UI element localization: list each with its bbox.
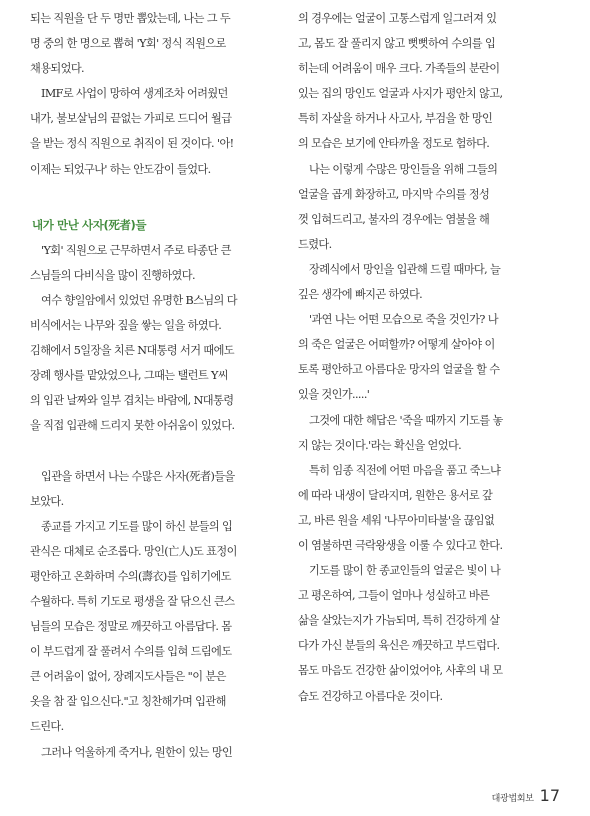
text-line: 'Y회' 직원으로 근무하면서 주로 타종단 큰: [41, 243, 231, 257]
text-line: 히는데 어려움이 매우 크다. 가족들의 분란이: [298, 62, 500, 76]
text-line: IMF로 사업이 망하여 생계조차 어려웠던: [41, 87, 228, 101]
paragraph-suffering: [298, 6, 554, 157]
text-line: 옷을 참 잘 입으신다."고 칭찬해가며 입관해: [30, 695, 226, 709]
text-line: 장례식에서 망인을 입관해 드릴 때마다, 늘: [309, 262, 501, 276]
text-line: 여수 향일암에서 있었던 유명한 B스님의 다: [41, 293, 237, 307]
text-line: 김해에서 5일장을 치른 N대통령 서거 때에도: [30, 344, 235, 358]
text-line: 특히 임종 직전에 어떤 마음을 품고 죽느냐: [309, 463, 501, 477]
right-column: [298, 6, 554, 709]
text-line: 얼굴을 곱게 화장하고, 마지막 수의를 정성: [298, 187, 490, 201]
text-line: 특히 자살을 하거나 사고사, 부검을 한 망인: [298, 112, 493, 126]
paragraph-however: [30, 740, 274, 765]
paragraph-yeosu: [30, 288, 274, 439]
text-line: 있는 집의 망인도 얼굴과 사지가 평안치 않고,: [298, 87, 503, 101]
section-gap: [30, 182, 274, 207]
paragraph-imf: [30, 81, 274, 181]
paragraph-answer: [298, 408, 554, 458]
text-line: 그러나 억울하게 죽거나, 원한이 있는 망인: [41, 745, 233, 759]
text-line: 명 중의 한 명으로 뽑혀 'Y회' 정식 직원으로: [30, 37, 226, 51]
paragraph-conclusion: [298, 558, 554, 709]
text-line: 이 염불하면 극락왕생을 이룰 수 있다고 한다.: [298, 538, 503, 552]
text-line: 이 부드럽게 잘 풀려서 수의를 입혀 드림에도: [30, 645, 232, 659]
text-line: 의 입관 날짜와 일부 겹치는 바람에, N대통령: [30, 394, 234, 408]
text-line: 비식에서는 나무와 짚을 쌓는 일을 하였다.: [30, 319, 222, 333]
text-line: 드렸다.: [298, 237, 332, 251]
text-line: 되는 직원을 단 두 명만 뽑았는데, 나는 그 두: [30, 12, 231, 25]
text-line: 몸도 마음도 건강한 삶이었어야, 사후의 내 모: [298, 664, 503, 678]
text-line: 토록 평안하고 아름다운 망자의 얼굴을 할 수: [298, 363, 500, 377]
text-line: 깊은 생각에 빠지곤 하였다.: [298, 288, 423, 302]
text-line: 수월하다. 특히 기도로 평생을 잘 닦으신 큰스: [30, 594, 235, 608]
paragraph-continuation: [30, 6, 274, 81]
paragraph-question: [298, 307, 554, 407]
text-line: 드린다.: [30, 720, 64, 734]
text-line: 장례 행사를 맡았었으나, 그때는 탤런트 Y씨: [30, 369, 229, 383]
text-line: 종교를 가지고 기도를 많이 하신 분들의 입: [41, 519, 233, 533]
text-line: 채용되었다.: [30, 62, 84, 76]
text-line: 의 모습은 보기에 안타까울 정도로 험하다.: [298, 137, 490, 151]
text-line: 그것에 대한 해답은 '죽을 때까지 기도를 놓: [309, 413, 503, 427]
paragraph-gap: [30, 439, 274, 464]
text-line: 내가, 불보살님의 끝없는 가피로 드디어 월급: [30, 112, 232, 126]
text-line: 관식은 대체로 순조롭다. 망인(亡人)도 표정이: [30, 544, 237, 558]
paragraph-makeup: [298, 157, 554, 257]
text-line: 껏 입혀드리고, 불자의 경우에는 염불을 해: [298, 212, 490, 226]
text-line: 고, 바른 원을 세워 '나무아미타불'을 끊임없: [298, 513, 495, 527]
page-footer: [492, 786, 560, 805]
text-line: 이제는 되었구나' 하는 안도감이 들었다.: [30, 162, 211, 176]
text-line: 지 않는 것이다.'라는 확신을 얻었다.: [298, 438, 462, 452]
text-line: 있을 것인가.....': [298, 388, 370, 402]
paragraph-deathbed: [298, 458, 554, 558]
publication-name: 대광법회보: [491, 794, 534, 804]
text-line: 의 경우에는 얼굴이 고통스럽게 일그러져 있: [298, 12, 497, 25]
left-column: [30, 6, 274, 765]
paragraph-religious: [30, 514, 274, 740]
text-line: 고 평온하여, 그들이 얼마나 성실하고 바른: [298, 589, 490, 603]
text-line: 에 따라 내생이 달라지며, 원한은 용서로 갚: [298, 488, 493, 502]
section-heading: 내가 만난 사자(死者)들: [32, 217, 147, 232]
text-line: 님들의 모습은 정말로 깨끗하고 아름답다. 몸: [30, 620, 232, 634]
text-line: 스님들의 다비식을 많이 진행하였다.: [30, 268, 195, 282]
paragraph-y-staff: [30, 238, 274, 288]
text-line: 을 직접 입관해 드리지 못한 아쉬움이 있었다.: [30, 419, 235, 433]
paragraph-encoffin: [30, 464, 274, 514]
text-line: 입관을 하면서 나는 수많은 사자(死者)들을: [41, 469, 235, 483]
text-line: 보았다.: [30, 494, 64, 508]
text-line: 의 죽은 얼굴은 어떠할까? 어떻게 살아야 이: [298, 338, 495, 352]
text-line: 다가 가신 분들의 육신은 깨끗하고 부드럽다.: [298, 639, 500, 653]
text-line: 고, 몸도 잘 풀리지 않고 뻣뻣하여 수의를 입: [298, 37, 496, 51]
paragraph-thoughts: [298, 257, 554, 307]
text-line: 평안하고 온화하며 수의(壽衣)를 입히기에도: [30, 569, 231, 583]
text-line: 을 받는 정식 직원으로 취직이 된 것이다. '아!: [30, 137, 234, 151]
text-line: '과연 나는 어떤 모습으로 죽을 것인가? 나: [309, 313, 498, 327]
text-line: 삶을 살았는지가 가늠되며, 특히 건강하게 살: [298, 614, 500, 628]
text-line: 큰 어려움이 없어, 장례지도사들은 "이 분은: [30, 670, 226, 684]
page-number: 17: [539, 786, 560, 805]
text-line: 기도를 많이 한 종교인들의 얼굴은 빛이 나: [309, 564, 501, 578]
text-line: 습도 건강하고 아름다운 것이다.: [298, 689, 443, 703]
text-line: 나는 이렇게 수많은 망인들을 위해 그들의: [309, 162, 498, 176]
